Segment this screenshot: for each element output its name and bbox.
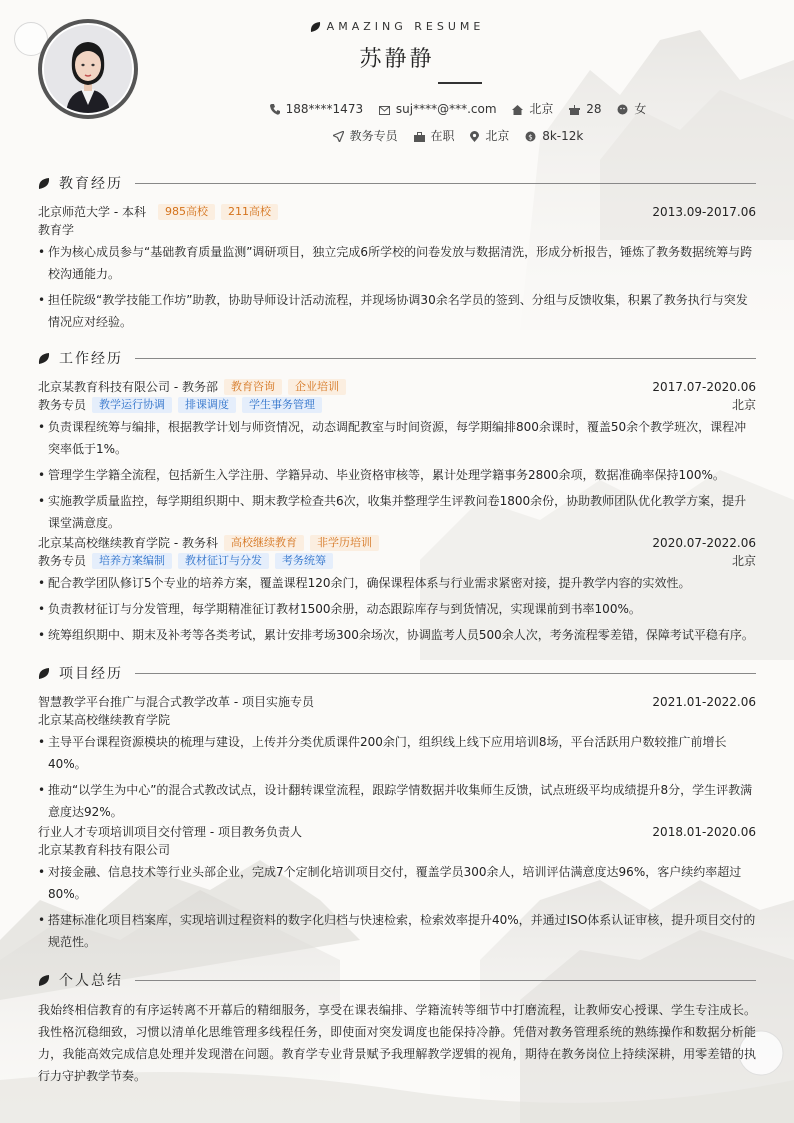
work-header xyxy=(38,348,756,368)
email-text: suj****@***.com xyxy=(395,102,497,116)
major: 教育学 xyxy=(38,223,75,237)
leaf-icon xyxy=(310,21,321,33)
gender-text: 女 xyxy=(634,102,647,116)
city-text: 北京 xyxy=(529,102,554,116)
summary-header xyxy=(38,970,756,990)
leaf-icon xyxy=(38,177,50,190)
summary-section xyxy=(38,970,756,1087)
send-icon xyxy=(333,131,344,142)
section-title: 个人总结 xyxy=(59,973,123,989)
section-title: 工作经历 xyxy=(59,351,123,367)
project-org-row xyxy=(38,841,756,859)
leaf-icon xyxy=(38,352,50,365)
list-item: • 统筹组织期中、期末及补考等各类考试，累计安排考场300余场次，协调监考人员500余人次，考务流程零差错，保障考试平稳有序。 xyxy=(38,624,756,646)
school-tag: 985高校 xyxy=(158,204,215,220)
job-role: 教务专员 xyxy=(38,554,87,568)
contact-row xyxy=(0,100,794,117)
candidate-name: 苏静静 xyxy=(359,47,435,72)
list-item: • 主导平台课程资源模块的梳理与建设，上传并分类优质课件200余门，组织线上线下应用培训8场，平台活跃用户数较推广前增长40%。 xyxy=(38,731,756,775)
leaf-icon xyxy=(38,974,50,987)
skill-tag: 排课调度 xyxy=(178,397,236,413)
job-location: 北京 xyxy=(731,554,756,568)
cake-icon xyxy=(569,104,580,115)
job-location: 北京 xyxy=(731,398,756,412)
skill-tag: 考务统筹 xyxy=(275,553,333,569)
list-item: • 管理学生学籍全流程，包括新生入学注册、学籍异动、毕业资格审核等，累计处理学籍事务2800余项，数据准确率保持100%。 xyxy=(38,464,756,486)
job-date: 2020.07-2022.06 xyxy=(652,536,756,550)
section-divider xyxy=(135,980,756,981)
project-main-row xyxy=(38,693,756,711)
project-name: 行业人才专项培训项目交付管理 - 项目教务负责人 xyxy=(38,825,302,839)
projects-header xyxy=(38,663,756,683)
list-item: • 配合教学团队修订5个专业的培养方案，覆盖课程120余门，确保课程体系与行业需求紧密对接，提升教学内容的实效性。 xyxy=(38,572,756,594)
section-divider xyxy=(135,183,756,184)
work-section xyxy=(38,348,756,650)
section-title: 项目经历 xyxy=(59,666,123,682)
job-role-row xyxy=(38,396,756,414)
project-date: 2018.01-2020.06 xyxy=(652,825,756,839)
job-main-row xyxy=(38,378,756,396)
phone-icon xyxy=(270,104,280,115)
company-tag: 企业培训 xyxy=(288,379,346,395)
project-main-row xyxy=(38,823,756,841)
summary-text: 我始终相信教育的有序运转离不开幕后的精细服务，享受在课表编排、学籍流转等细节中打磨流程，让教师安心授课、学生专注成长。我性格沉稳细致，习惯以清单化思维管理多线程任务，即使面对突发调度也能保持冷静。凭借对教务管理系统的熟练操作和数据分析能力，我能高效完成信息处理并发现潜在问题。教育学专业背景赋予我理解教学逻辑的视角，期待在教务岗位上持续深耕，用零差错的执行力守护教学节奏。 xyxy=(38,1003,756,1083)
education-date: 2013.09-2017.06 xyxy=(652,205,756,219)
job-bullets xyxy=(38,416,756,534)
status-text: 在职 xyxy=(430,129,455,143)
age-text: 28 xyxy=(586,102,602,116)
job-bullets xyxy=(38,572,756,646)
list-item: • 实施教学质量监控，每学期组织期中、期末教学检查共6次，收集并整理学生评教问卷1800余份，协助教师团队优化教学方案，提升课堂满意度。 xyxy=(38,490,756,534)
job-role: 教务专员 xyxy=(38,398,87,412)
skill-tag: 学生事务管理 xyxy=(242,397,322,413)
project-org-row xyxy=(38,711,756,729)
target-city-text: 北京 xyxy=(485,129,510,143)
company-name: 北京某高校继续教育学院 - 教务科 xyxy=(38,536,218,550)
school-name: 北京师范大学 - 本科 xyxy=(38,205,146,219)
job-role-row xyxy=(38,552,756,570)
education-bullets xyxy=(38,241,756,333)
project-name: 智慧教学平台推广与混合式教学改革 - 项目实施专员 xyxy=(38,695,314,709)
company-tag: 高校继续教育 xyxy=(224,535,304,551)
svg-text:$: $ xyxy=(528,133,533,142)
salary-text: 8k-12k xyxy=(542,129,584,143)
phone-text: 188****1473 xyxy=(285,102,364,116)
section-divider xyxy=(135,358,756,359)
leaf-icon xyxy=(38,667,50,680)
name-underline xyxy=(438,82,482,84)
list-item: • 负责课程统筹与编排，根据教学计划与师资情况，动态调配教室与时间资源，每学期编排800余课时，覆盖50余个教学班次，课程冲突率低于1%。 xyxy=(38,416,756,460)
briefcase-icon xyxy=(414,132,425,142)
email-icon xyxy=(379,106,390,115)
project-bullets xyxy=(38,861,756,953)
education-header xyxy=(38,173,756,193)
brand-text: AMAZING RESUME xyxy=(326,20,485,33)
job-main-row xyxy=(38,534,756,552)
job-date: 2017.07-2020.06 xyxy=(652,380,756,394)
list-item: • 担任院级“教学技能工作坊”助教，协助导师设计活动流程，并现场协调30余名学员的签到、分组与反馈收集，积累了教务执行与突发情况应对经验。 xyxy=(38,289,756,333)
skill-tag: 培养方案编制 xyxy=(92,553,172,569)
major-row xyxy=(38,221,756,239)
company-tag: 非学历培训 xyxy=(310,535,379,551)
school-tag: 211高校 xyxy=(221,204,278,220)
project-org: 北京某教育科技有限公司 xyxy=(38,843,171,857)
project-bullets xyxy=(38,731,756,823)
project-org: 北京某高校继续教育学院 xyxy=(38,713,171,727)
skill-tag: 教材征订与分发 xyxy=(178,553,269,569)
home-icon xyxy=(512,105,523,115)
project-date: 2021.01-2022.06 xyxy=(652,695,756,709)
education-main-row xyxy=(38,203,756,221)
section-title: 教育经历 xyxy=(59,176,123,192)
skill-tag: 教学运行协调 xyxy=(92,397,172,413)
list-item: • 对接金融、信息技术等行业头部企业，完成7个定制化培训项目交付，覆盖学员300余人，培训评估满意度达96%，客户续约率超过80%。 xyxy=(38,861,756,905)
job-intent-row xyxy=(0,127,794,144)
section-divider xyxy=(135,673,756,674)
company-name: 北京某教育科技有限公司 - 教务部 xyxy=(38,380,218,394)
projects-section xyxy=(38,663,756,957)
education-section xyxy=(38,173,756,337)
list-item: • 搭建标准化项目档案库，实现培训过程资料的数字化归档与快速检索，检索效率提升40%，并通过ISO体系认证审核，提升项目交付的规范性。 xyxy=(38,909,756,953)
salary-icon xyxy=(525,131,536,142)
list-item: • 推动“以学生为中心”的混合式教改试点，设计翻转课堂流程，跟踪学情数据并收集师生反馈，试点班级平均成绩提升8分，学生评教满意度达92%。 xyxy=(38,779,756,823)
gender-icon xyxy=(617,104,628,115)
company-tag: 教育咨询 xyxy=(224,379,282,395)
job-text: 教务专员 xyxy=(349,129,398,143)
list-item: • 负责教材征订与分发管理，每学期精准征订教材1500余册，动态跟踪库存与到货情况，实现课前到书率100%。 xyxy=(38,598,756,620)
brand-line xyxy=(0,20,794,33)
list-item: • 作为核心成员参与“基础教育质量监测”调研项目，独立完成6所学校的问卷发放与数据清洗，形成分析报告，锤炼了教务数据统筹与跨校沟通能力。 xyxy=(38,241,756,285)
location-icon xyxy=(470,131,479,142)
